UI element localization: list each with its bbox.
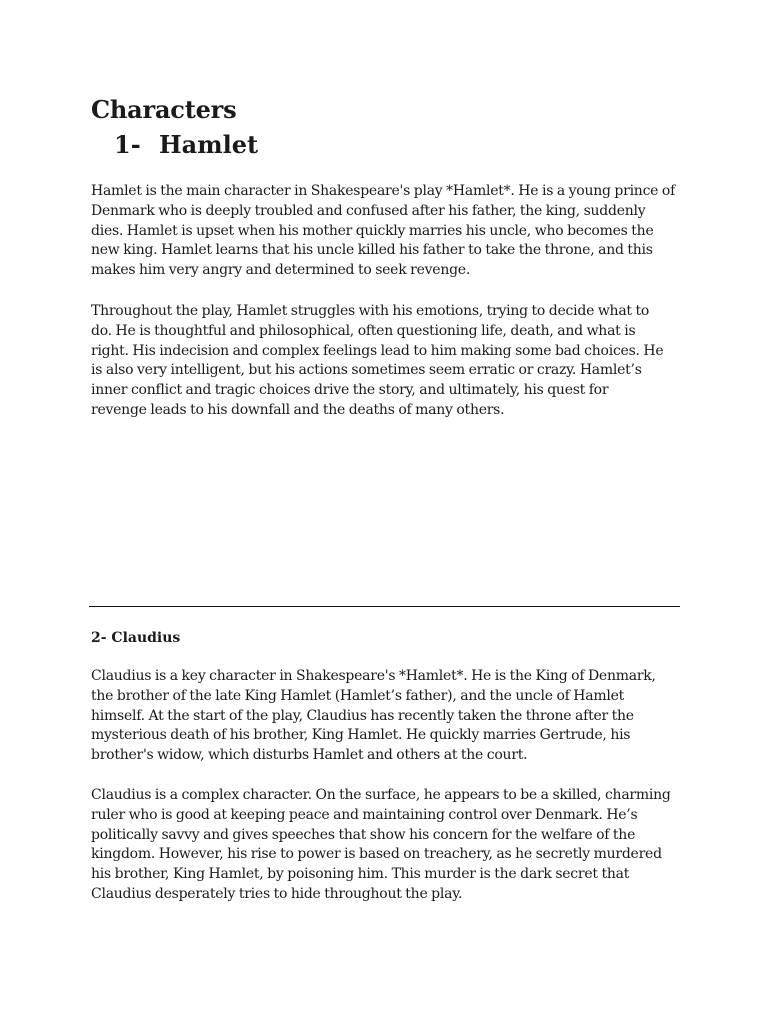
text-line: Throughout the play, Hamlet struggles with his emotions, trying to decide what to <box>91 303 650 319</box>
section-heading-claudius: 2- Claudius <box>91 630 181 646</box>
text-line: revenge leads to his downfall and the deaths of many others. <box>91 401 505 418</box>
paragraph-claudius-1 <box>91 667 691 766</box>
text-line: do. He is thoughtful and philosophical, often questioning life, death, and what is <box>91 322 636 339</box>
section-number: 1- <box>114 130 141 159</box>
text-line: Hamlet is the main character in Shakespeare's play *Hamlet*. He is a young prince of <box>91 183 676 199</box>
text-line: Claudius is a complex character. On the surface, he appears to be a skilled, charming <box>91 787 671 803</box>
text-line: inner conflict and tragic choices drive the story, and ultimately, his quest for <box>91 382 609 399</box>
text-line: makes him very angry and determined to seek revenge. <box>91 262 471 279</box>
text-line: new king. Hamlet learns that his uncle killed his father to take the throne, and this <box>91 242 653 259</box>
text-line: brother's widow, which disturbs Hamlet and others at the court. <box>91 747 528 764</box>
text-line: kingdom. However, his rise to power is based on treachery, as he secretly murdered <box>91 846 662 863</box>
text-line: mysterious death of his brother, King Hamlet. He quickly marries Gertrude, his <box>91 727 631 744</box>
text-line: dies. Hamlet is upset when his mother quickly marries his uncle, who becomes the <box>91 222 654 239</box>
text-line: Claudius desperately tries to hide throughout the play. <box>91 885 463 902</box>
horizontal-divider <box>89 606 680 607</box>
text-line: Denmark who is deeply troubled and confused after his father, the king, suddenly <box>91 202 646 219</box>
page-title: Characters <box>91 95 237 124</box>
text-line: is also very intelligent, but his actions sometimes seem erratic or crazy. Hamlet’s <box>91 362 642 379</box>
section-heading-hamlet <box>114 129 258 161</box>
paragraph-claudius-2 <box>91 786 691 905</box>
text-line: right. His indecision and complex feelings lead to him making some bad choices. He <box>91 342 664 359</box>
section-title: Hamlet <box>159 130 259 159</box>
paragraph-hamlet-1 <box>91 182 691 281</box>
text-line: himself. At the start of the play, Claudius has recently taken the throne after the <box>91 707 634 724</box>
paragraph-hamlet-2 <box>91 302 691 421</box>
text-line: Claudius is a key character in Shakespeare's *Hamlet*. He is the King of Denmark, <box>91 668 656 684</box>
text-line: politically savvy and gives speeches that show his concern for the welfare of the <box>91 826 636 843</box>
text-line: ruler who is good at keeping peace and maintaining control over Denmark. He’s <box>91 806 638 823</box>
text-line: his brother, King Hamlet, by poisoning him. This murder is the dark secret that <box>91 866 630 883</box>
text-line: the brother of the late King Hamlet (Hamlet’s father), and the uncle of Hamlet <box>91 687 624 704</box>
